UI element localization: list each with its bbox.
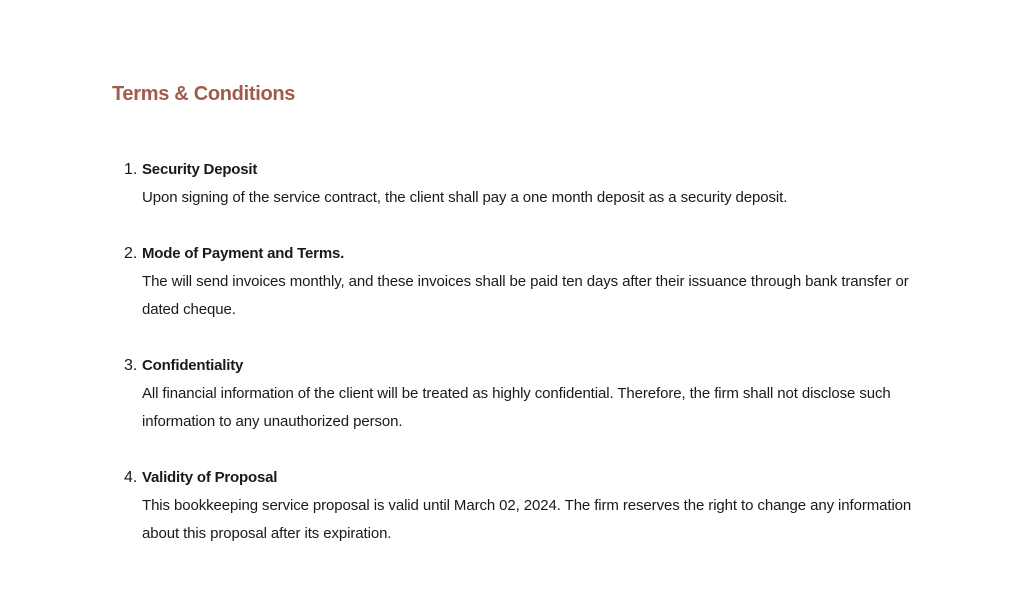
term-heading: Confidentiality xyxy=(142,357,244,374)
terms-list xyxy=(124,156,912,576)
term-heading: Validity of Proposal xyxy=(142,469,278,486)
term-number: 4. xyxy=(124,469,138,486)
term-body: The will send invoices monthly, and these invoices shall be paid ten days after their issuance through bank transfer or dated cheque. xyxy=(142,273,909,318)
term-number: 2. xyxy=(124,245,138,262)
term-item-security-deposit xyxy=(124,156,912,212)
term-number: 1. xyxy=(124,161,138,178)
term-item-validity-of-proposal xyxy=(124,464,912,548)
term-item-mode-of-payment xyxy=(124,240,912,324)
term-body: Upon signing of the service contract, the client shall pay a one month deposit as a security deposit. xyxy=(142,189,788,206)
term-body: This bookkeeping service proposal is valid until March 02, 2024. The firm reserves the right to change any information about this proposal after its expiration. xyxy=(142,497,912,542)
term-heading: Security Deposit xyxy=(142,161,258,178)
term-number: 3. xyxy=(124,357,138,374)
term-heading: Mode of Payment and Terms. xyxy=(142,245,345,262)
section-title: Terms & Conditions xyxy=(112,83,296,105)
term-body: All financial information of the client will be treated as highly confidential. Therefore, the firm shall not disclose such information to any unauthorized person. xyxy=(142,385,891,430)
term-item-confidentiality xyxy=(124,352,912,436)
